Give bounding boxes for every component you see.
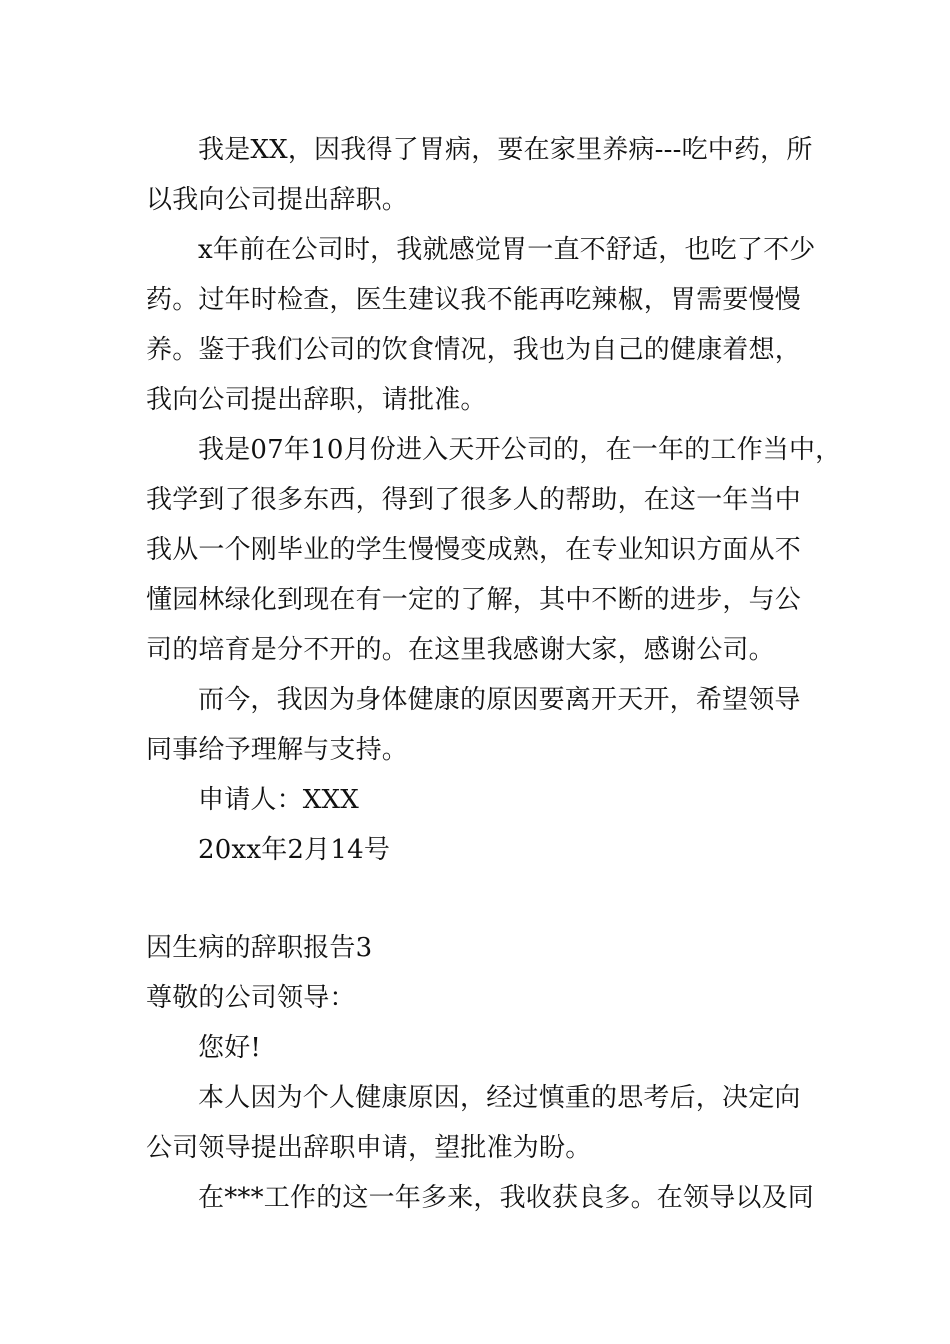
paragraph-line: 司的培育是分不开的。在这里我感谢大家，感谢公司。 xyxy=(146,635,775,665)
paragraph-line: 懂园林绿化到现在有一定的了解，其中不断的进步，与公 xyxy=(146,585,802,615)
paragraph-line: 在***工作的这一年多来，我收获良多。在领导以及同 xyxy=(198,1183,815,1213)
paragraph-line: 我是XX，因我得了胃病，要在家里养病---吃中药，所 xyxy=(198,135,813,165)
paragraph-line: 药。过年时检查，医生建议我不能再吃辣椒，胃需要慢慢 xyxy=(146,285,802,315)
greeting: 您好! xyxy=(198,1033,262,1063)
paragraph-line: x年前在公司时，我就感觉胃一直不舒适，也吃了不少 xyxy=(198,235,816,265)
paragraph-line: 我从一个刚毕业的学生慢慢变成熟，在专业知识方面从不 xyxy=(146,535,802,565)
paragraph-line: 我向公司提出辞职，请批准。 xyxy=(146,385,487,415)
paragraph-line: 我学到了很多东西，得到了很多人的帮助，在这一年当中 xyxy=(146,485,802,515)
applicant-signature: 申请人：XXX xyxy=(198,785,359,815)
letter-date: 20xx年2月14号 xyxy=(198,835,391,865)
section-title: 因生病的辞职报告3 xyxy=(146,933,373,963)
paragraph-line: 以我向公司提出辞职。 xyxy=(146,185,409,215)
paragraph-line: 我是07年10月份进入天开公司的，在一年的工作当中， xyxy=(198,435,842,465)
paragraph-line: 同事给予理解与支持。 xyxy=(146,735,409,765)
paragraph-line: 而今，我因为身体健康的原因要离开天开，希望领导 xyxy=(198,685,801,715)
paragraph-line: 公司领导提出辞职申请，望批准为盼。 xyxy=(146,1133,592,1163)
paragraph-line: 本人因为个人健康原因，经过慎重的思考后，决定向 xyxy=(198,1083,801,1113)
paragraph-line: 养。鉴于我们公司的饮食情况，我也为自己的健康着想， xyxy=(146,335,802,365)
salutation: 尊敬的公司领导： xyxy=(146,983,356,1013)
